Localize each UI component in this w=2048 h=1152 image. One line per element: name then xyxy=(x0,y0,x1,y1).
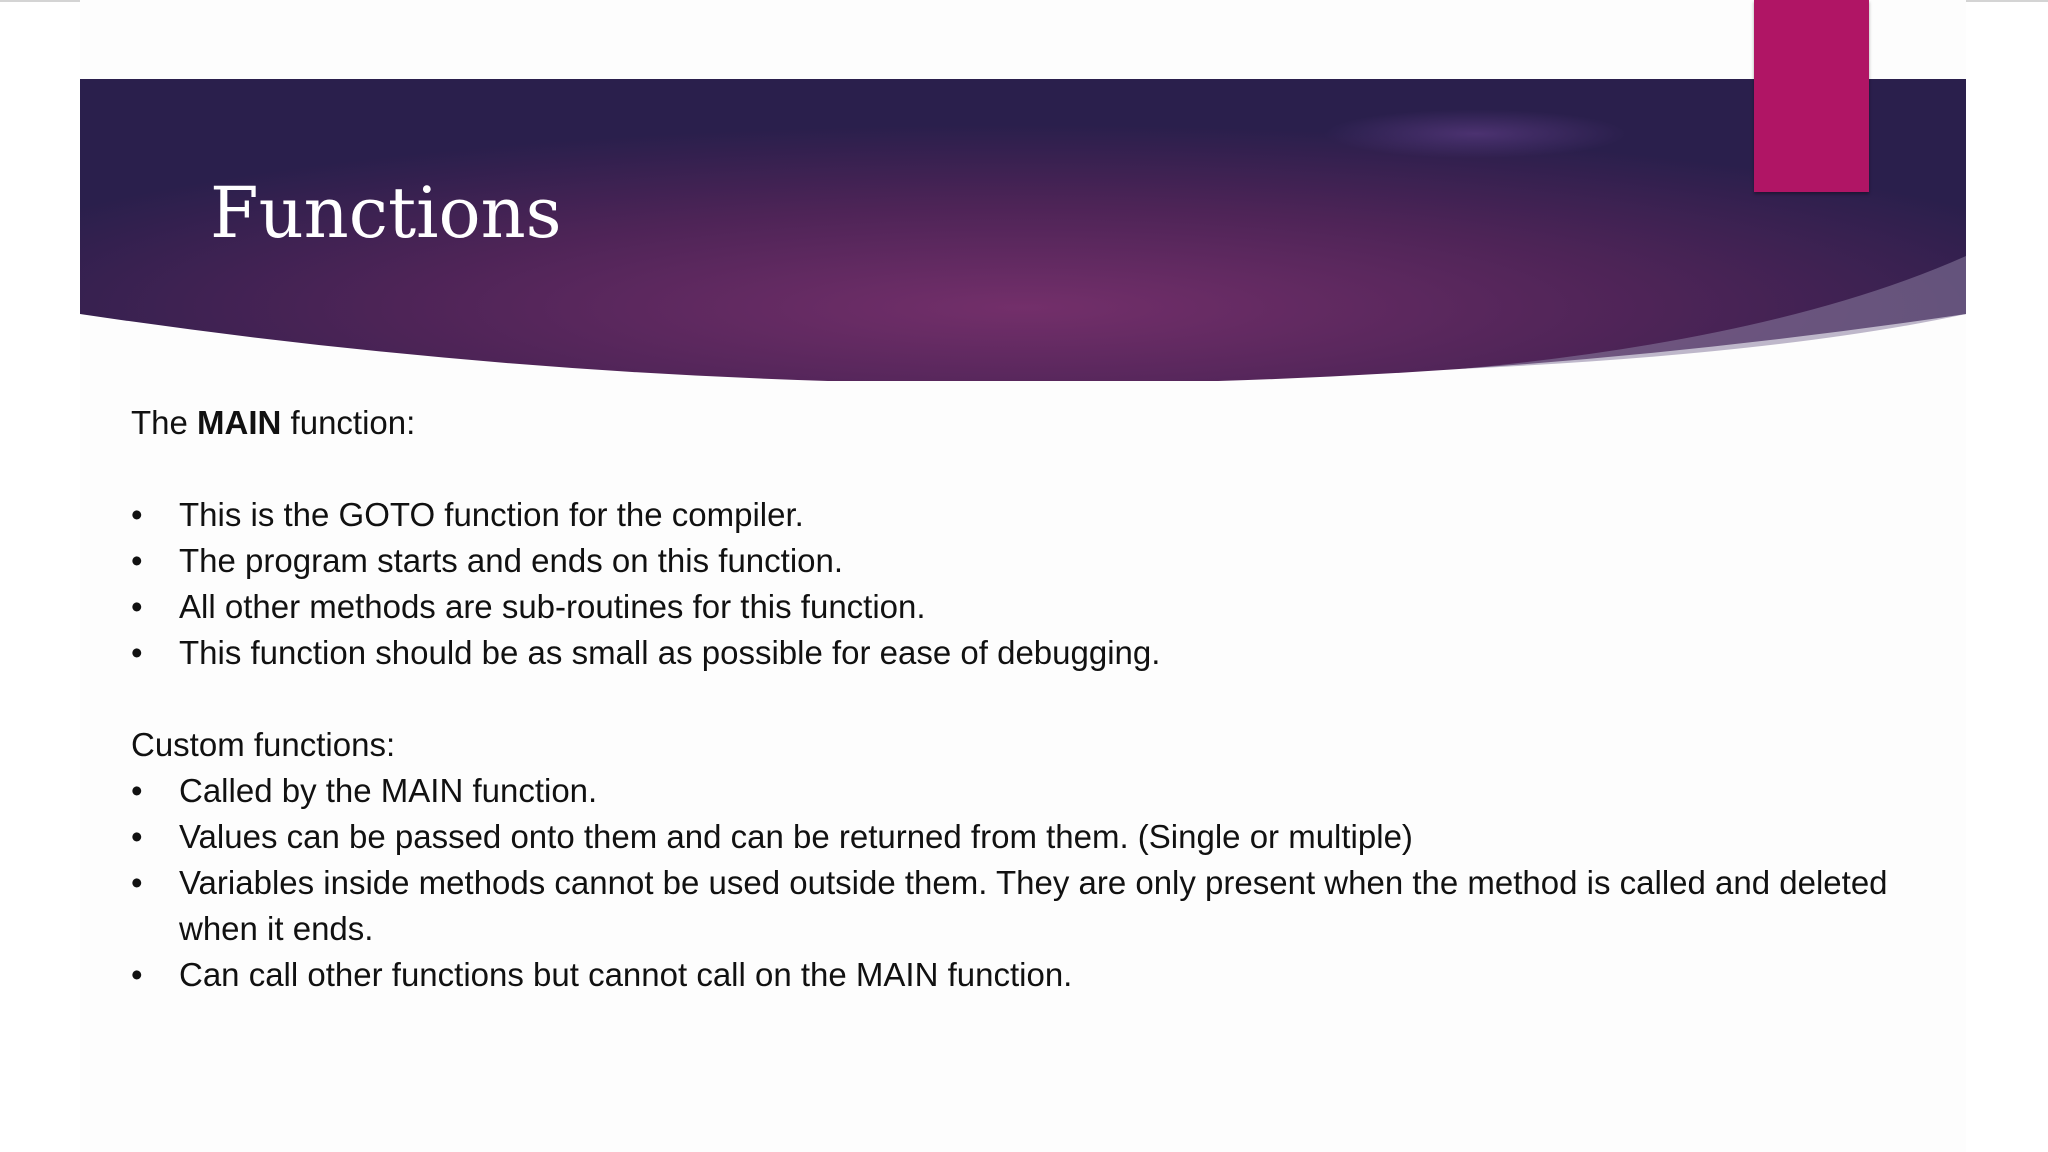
bullet-icon: • xyxy=(131,818,143,855)
list-item xyxy=(131,952,1931,998)
bullet-icon: • xyxy=(131,956,143,993)
bullet-icon: • xyxy=(131,588,143,625)
spacer xyxy=(131,446,1931,492)
spacer xyxy=(131,676,1931,722)
list-item xyxy=(131,860,1939,952)
bullet-icon: • xyxy=(131,772,143,809)
main-function-list xyxy=(131,492,1931,676)
slide-title: Functions xyxy=(210,172,562,254)
bullet-icon: • xyxy=(131,634,143,671)
bullet-icon: • xyxy=(131,864,143,901)
custom-functions-list xyxy=(131,768,1931,998)
slide-body xyxy=(131,400,1931,998)
bullet-icon: • xyxy=(131,496,143,533)
list-item-text: The program starts and ends on this function. xyxy=(179,542,844,579)
list-item-text: This is the GOTO function for the compiler. xyxy=(179,496,804,533)
list-item-text: Called by the MAIN function. xyxy=(179,772,598,809)
list-item xyxy=(131,814,1931,860)
custom-functions-heading: Custom functions: xyxy=(131,726,396,763)
main-function-heading xyxy=(131,400,1931,446)
list-item-text: All other methods are sub-routines for this function. xyxy=(179,588,926,625)
heading-bold-main: MAIN xyxy=(197,404,282,441)
list-item xyxy=(131,630,1931,676)
list-item xyxy=(131,584,1931,630)
bullet-icon: • xyxy=(131,542,143,579)
accent-tab xyxy=(1754,0,1869,192)
list-item-text: Can call other functions but cannot call on the MAIN function. xyxy=(179,956,1073,993)
list-item-text: Variables inside methods cannot be used outside them. They are only present when the method is called and deleted when it ends. xyxy=(179,864,1888,947)
list-item xyxy=(131,538,1931,584)
list-item-text: Values can be passed onto them and can be returned from them. (Single or multiple) xyxy=(179,818,1413,855)
heading-prefix: The xyxy=(131,404,188,441)
list-item xyxy=(131,492,1931,538)
heading-suffix: function: xyxy=(290,404,416,441)
list-item-text: This function should be as small as possible for ease of debugging. xyxy=(179,634,1161,671)
list-item xyxy=(131,768,1931,814)
